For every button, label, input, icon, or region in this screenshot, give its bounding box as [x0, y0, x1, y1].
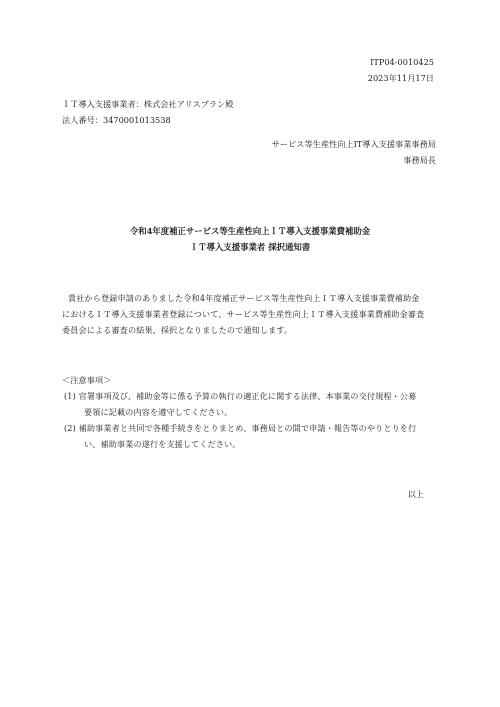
body-line-2: におけるＩＴ導入支援事業者登録について、サービス等生産性向上ＩＴ導入支援事業費補助金審査: [62, 309, 425, 319]
document-number: ITP04-0010425: [370, 57, 434, 67]
closing-remark: 以上: [407, 489, 424, 499]
issue-date: 2023年11月17日: [367, 73, 434, 83]
document-title-line1: 令和4年度補正サービス等生産性向上ＩＴ導入支援事業費補助金: [129, 226, 371, 236]
note-item-1-line-1: (1) 官署事項及び、補助金等に係る予算の執行の適正化に関する法律、本事業の交付規程・公募: [64, 391, 417, 401]
body-line-1: 貴社から登録申請のありました令和4年度補正サービス等生産性向上ＩＴ導入支援事業費補助金: [68, 293, 420, 303]
note-item-2-line-1: (2) 補助事業者と共同で各種手続きをとりまとめ、事務局との間で申請・報告等のやりとりを行: [64, 423, 417, 433]
note-item-2-line-2: い、補助事業の遂行を支援してください。: [84, 439, 241, 449]
recipient-company: ＩＴ導入支援事業者：株式会社アリスプラン殿: [62, 99, 234, 109]
sender-title: 事務局長: [403, 155, 436, 165]
note-item-1-line-2: 要領に記載の内容を遵守してください。: [84, 407, 233, 417]
sender-organization: サービス等生産性向上IT導入支援事業事務局: [271, 139, 436, 149]
document-title-line2: ＩＴ導入支援事業者 採択通知書: [189, 242, 311, 252]
recipient-corporate-number: 法人番号：3470001013538: [62, 115, 171, 125]
body-line-3: 委員会による審査の結果、採択となりましたので通知します。: [62, 325, 293, 335]
notes-heading: ＜注意事項＞: [62, 375, 112, 385]
